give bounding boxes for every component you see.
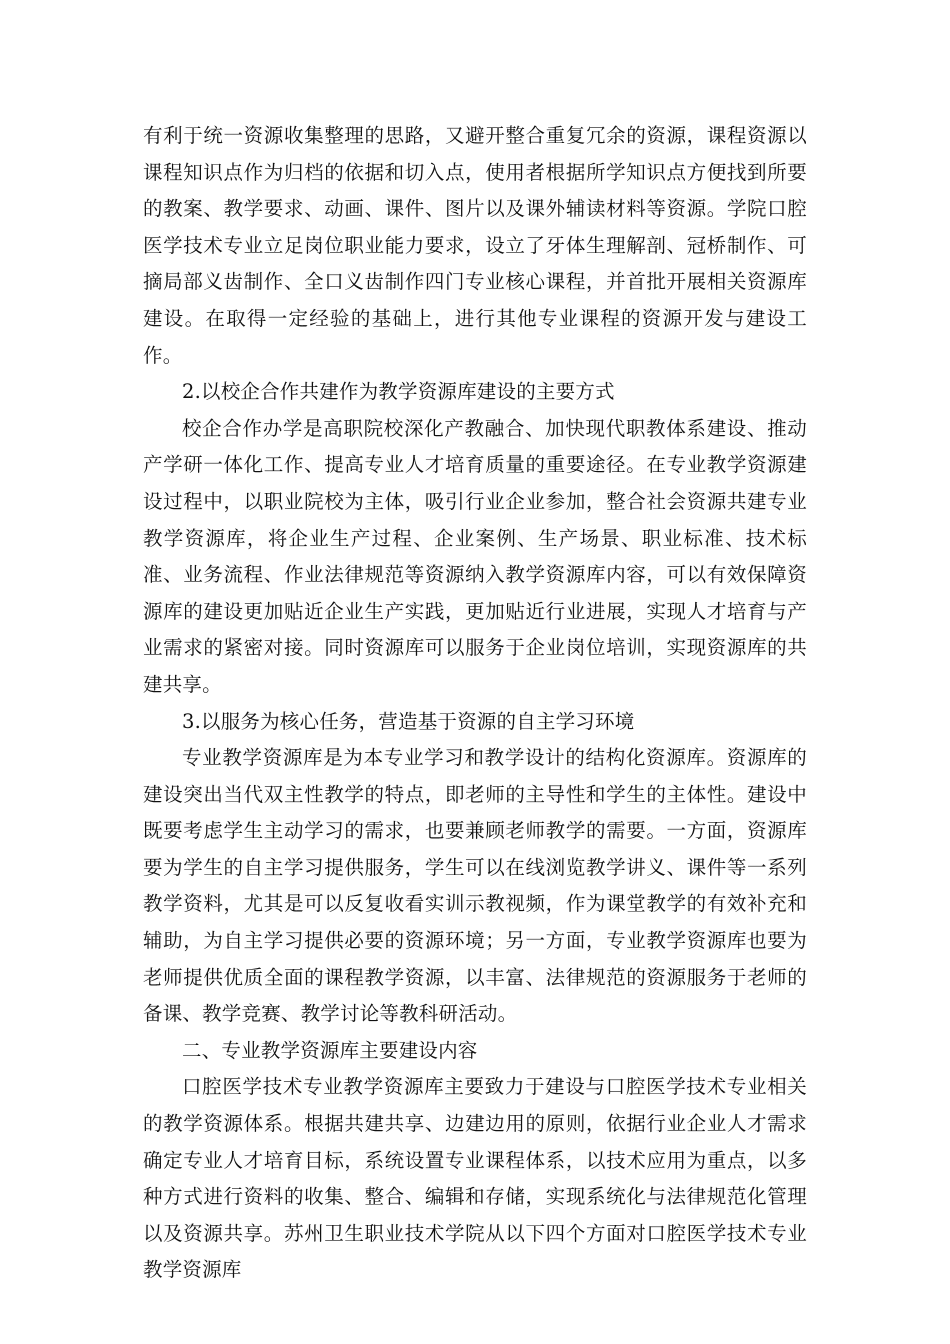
paragraph-continuation: 有利于统一资源收集整理的思路，又避开整合重复冗余的资源，课程资源以课程知识点作为归档的依据和切入点，使用者根据所学知识点方便找到所要的教案、教学要求、动画、课件、图片以及课外辅读材料等资源。学院口腔医学技术专业立足岗位职业能力要求，设立了牙体生理解剖、冠桥制作、可摘局部义齿制作、全口义齿制作四门专业核心课程，并首批开展相关资源库建设。在取得一定经验的基础上，进行其他专业课程的资源开发与建设工作。 <box>143 124 807 367</box>
paragraph-main-construction-content: 口腔医学技术专业教学资源库主要致力于建设与口腔医学技术专业相关的教学资源体系。根据共建共享、边建边用的原则，依据行业企业人才需求确定专业人才培育目标，系统设置专业课程体系，以技术应用为重点，以多种方式进行资料的收集、整合、编辑和存储，实现系统化与法律规范化管理以及资源共享。苏州卫生职业技术学院从以下四个方面对口腔医学技术专业教学资源库 <box>143 1075 807 1282</box>
section-heading-main-construction-content: 二、专业教学资源库主要建设内容 <box>182 1038 478 1062</box>
document-body <box>143 118 807 1289</box>
subheading-school-enterprise-cooperation: 2.以校企合作共建作为教学资源库建设的主要方式 <box>182 380 615 404</box>
paragraph-school-enterprise-cooperation: 校企合作办学是高职院校深化产教融合、加快现代职教体系建设、推动产学研一体化工作、提高专业人才培育质量的重要途径。在专业教学资源建设过程中，以职业院校为主体，吸引行业企业参加，整合社会资源共建专业教学资源库，将企业生产过程、企业案例、生产场景、职业标准、技术标准、业务流程、作业法律规范等资源纳入教学资源库内容，可以有效保障资源库的建设更加贴近企业生产实践，更加贴近行业进展，实现人才培育与产业需求的紧密对接。同时资源库可以服务于企业岗位培训，实现资源库的共建共享。 <box>143 416 807 696</box>
subheading-service-core-task: 3.以服务为核心任务，营造基于资源的自主学习环境 <box>182 709 635 733</box>
paragraph-service-core-task: 专业教学资源库是为本专业学习和教学设计的结构化资源库。资源库的建设突出当代双主性教学的特点，即老师的主导性和学生的主体性。建设中既要考虑学生主动学习的需求，也要兼顾老师教学的需要。一方面，资源库要为学生的自主学习提供服务，学生可以在线浏览教学讲义、课件等一系列教学资料，尤其是可以反复收看实训示教视频，作为课堂教学的有效补充和辅助，为自主学习提供必要的资源环境；另一方面，专业教学资源库也要为老师提供优质全面的课程教学资源，以丰富、法律规范的资源服务于老师的备课、教学竞赛、教学讨论等教科研活动。 <box>143 746 807 1026</box>
